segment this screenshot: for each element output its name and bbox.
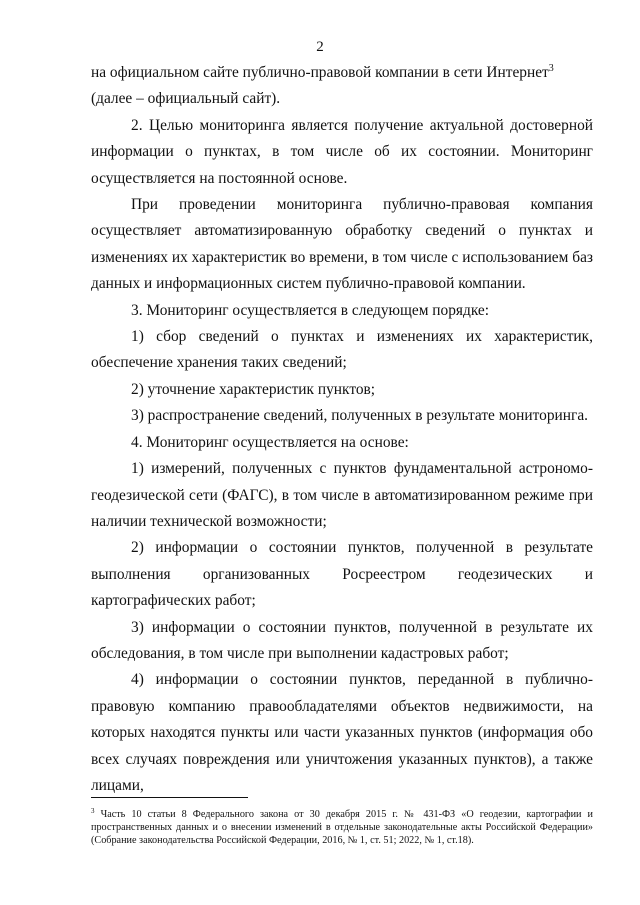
footnote-text: Часть 10 статьи 8 Федерального закона от 30 декабря 2015 г. № 431-ФЗ «О геодезии, картографии и пространственных данных и о внесении изменений в отдельные законодательные акты Российской Федерации» (Собрание законодательства Российской Федерации, 2016, № 1, ст. 51; 2022, № 1, ст.18). [91, 809, 593, 846]
paragraph-1-text: на официальном сайте публично-правовой компании в сети Интернет [91, 64, 549, 81]
body-text [91, 60, 593, 799]
paragraph-6: 1) сбор сведений о пунктах и изменениях их характеристик, обеспечение хранения таких сведений; [91, 328, 593, 372]
footnote [91, 808, 593, 847]
paragraph-5: 3. Мониторинг осуществляется в следующем порядке: [131, 301, 490, 319]
paragraph-8: 3) распространение сведений, полученных в результате мониторинга. [131, 407, 589, 425]
paragraph-1 [91, 60, 593, 86]
paragraph-2: (далее – официальный сайт). [91, 90, 281, 108]
paragraph-3: 2. Целью мониторинга является получение актуальной достоверной информации о пунктах, в том числе об их состоянии. Мониторинг осуществляется на постоянной основе. [91, 116, 593, 187]
footnote-mark: 3 [91, 807, 95, 815]
paragraph-4: При проведении мониторинга публично-правовая компания осуществляет автоматизированную обработку сведений о пунктах и изменениях их характеристик во времени, в том числе с использованием баз данных и информационных систем публично-правовой компании. [91, 196, 593, 293]
paragraph-9: 4. Мониторинг осуществляется на основе: [131, 433, 409, 451]
footnote-divider [91, 797, 248, 798]
page-number: 2 [316, 39, 324, 55]
paragraph-11: 2) информации о состоянии пунктов, полученной в результате выполнения организованных Росреестром геодезических и картографических работ; [91, 539, 593, 610]
footnote-ref[interactable]: 3 [548, 63, 554, 74]
paragraph-10: 1) измерений, полученных с пунктов фундаментальной астрономо-геодезической сети (ФАГС), в том числе в автоматизированном режиме при наличии технической возможности; [91, 460, 593, 530]
paragraph-7: 2) уточнение характеристик пунктов; [131, 380, 376, 398]
paragraph-13: 4) информации о состоянии пунктов, переданной в публично-правовую компанию правообладателями объектов недвижимости, на которых находятся пункты или части указанных пунктов (информация обо всех случаях повреждения или уничтожения указанных пунктов), а также лицами, [91, 671, 593, 794]
paragraph-12: 3) информации о состоянии пунктов, полученной в результате их обследования, в том числе при выполнении кадастровых работ; [91, 618, 593, 662]
